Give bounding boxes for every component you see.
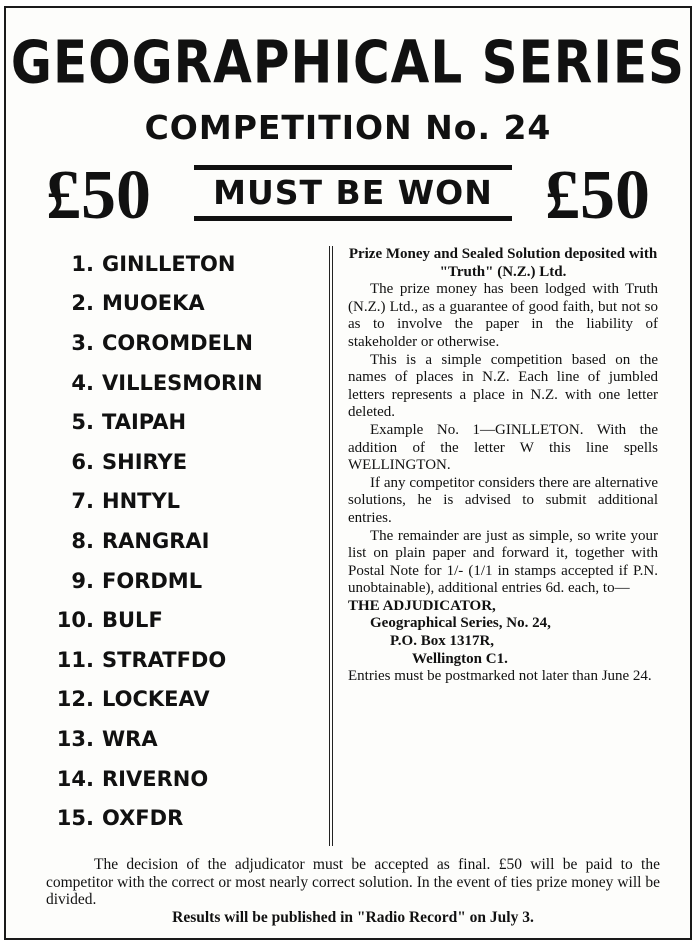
address-line: Geographical Series, No. 24, xyxy=(370,615,551,632)
jumbled-word: COROMDELN xyxy=(102,330,253,355)
rules-heading: Prize Money and Sealed Solution deposited with "Truth" (N.Z.) Ltd. xyxy=(348,246,658,280)
list-item xyxy=(36,323,316,363)
rules-paragraph: If any competitor considers there are alternative solutions, he is advised to submit additional entries. xyxy=(348,474,658,526)
jumbled-word: VILLESMORIN xyxy=(102,370,263,395)
item-number: 10. xyxy=(56,608,94,633)
item-number: 1. xyxy=(71,251,94,276)
list-item xyxy=(36,719,316,759)
address-line: THE ADJUDICATOR, xyxy=(348,597,496,614)
puzzle-list xyxy=(36,244,316,838)
rules-paragraph: The remainder are just as simple, so write your list on plain paper and forward it, together with Postal Note for 1/- (1/1 in stamps accepted if P.N. unobtainable), additional entries 6d. each, to— xyxy=(348,527,658,597)
deadline-note: Entries must be postmarked not later than June 24. xyxy=(348,668,652,685)
prize-amount-left: £50 xyxy=(46,157,151,234)
jumbled-word: RIVERNO xyxy=(102,766,209,791)
footer-text: The decision of the adjudicator must be accepted as final. £50 will be paid to the competitor with the correct or most nearly correct solution. In the event of ties prize money will be divided. xyxy=(46,856,660,909)
jumbled-word: RANGRAI xyxy=(102,528,210,553)
item-number: 9. xyxy=(71,568,94,593)
prize-amount-right: £50 xyxy=(545,157,650,234)
item-number: 15. xyxy=(56,806,94,831)
jumbled-word: BULF xyxy=(102,608,163,633)
page-title: GEOGRAPHICAL SERIES xyxy=(10,28,686,97)
jumbled-word: HNTYL xyxy=(102,489,181,514)
list-item xyxy=(36,363,316,403)
item-number: 6. xyxy=(71,449,94,474)
jumbled-word: GINLLETON xyxy=(102,251,236,276)
item-number: 5. xyxy=(71,410,94,435)
results-note: Results will be published in "Radio Record" on July 3. xyxy=(172,908,534,926)
jumbled-word: TAIPAH xyxy=(102,410,187,435)
postal-address xyxy=(348,598,658,668)
jumbled-word: FORDML xyxy=(102,568,203,593)
list-item xyxy=(36,284,316,324)
rules-paragraph: The prize money has been lodged with Truth (N.Z.) Ltd., as a guarantee of good faith, but not so as to involve the paper in the liability of stakeholder or otherwise. xyxy=(348,281,658,350)
item-number: 13. xyxy=(56,726,94,751)
list-item xyxy=(36,402,316,442)
address-line: P.O. Box 1317R, xyxy=(390,633,495,650)
jumbled-word: STRATFDO xyxy=(102,647,227,672)
rules-paragraph: This is a simple competition based on the names of places in N.Z. Each line of jumbled letters represents a place in N.Z. with one letter deleted. xyxy=(348,351,658,421)
jumbled-word: SHIRYE xyxy=(102,449,188,474)
column-divider xyxy=(329,246,333,846)
item-number: 3. xyxy=(71,330,94,355)
item-number: 12. xyxy=(56,687,94,712)
footer xyxy=(46,856,660,926)
item-number: 4. xyxy=(71,370,94,395)
rules-example: Example No. 1—GINLLETON. With the addition of the letter W this line spells WELLINGTON. xyxy=(348,421,658,474)
must-be-won-banner: MUST BE WON xyxy=(194,165,512,221)
jumbled-word: OXFDR xyxy=(102,806,184,831)
list-item xyxy=(36,521,316,561)
list-item xyxy=(36,759,316,799)
item-number: 2. xyxy=(71,291,94,316)
item-number: 7. xyxy=(71,489,94,514)
list-item xyxy=(36,680,316,720)
list-item xyxy=(36,561,316,601)
list-item xyxy=(36,482,316,522)
list-item xyxy=(36,442,316,482)
jumbled-word: WRA xyxy=(102,726,158,751)
list-item xyxy=(36,244,316,284)
advertisement xyxy=(4,6,692,940)
jumbled-word: MUOEKA xyxy=(102,291,205,316)
item-number: 8. xyxy=(71,528,94,553)
competition-subtitle: COMPETITION No. 24 xyxy=(144,108,552,147)
list-item xyxy=(36,600,316,640)
jumbled-word: LOCKEAV xyxy=(102,687,210,712)
item-number: 11. xyxy=(56,647,94,672)
address-line: Wellington C1. xyxy=(412,650,508,667)
rules-column xyxy=(348,246,658,686)
list-item xyxy=(36,640,316,680)
item-number: 14. xyxy=(56,766,94,791)
list-item xyxy=(36,798,316,838)
